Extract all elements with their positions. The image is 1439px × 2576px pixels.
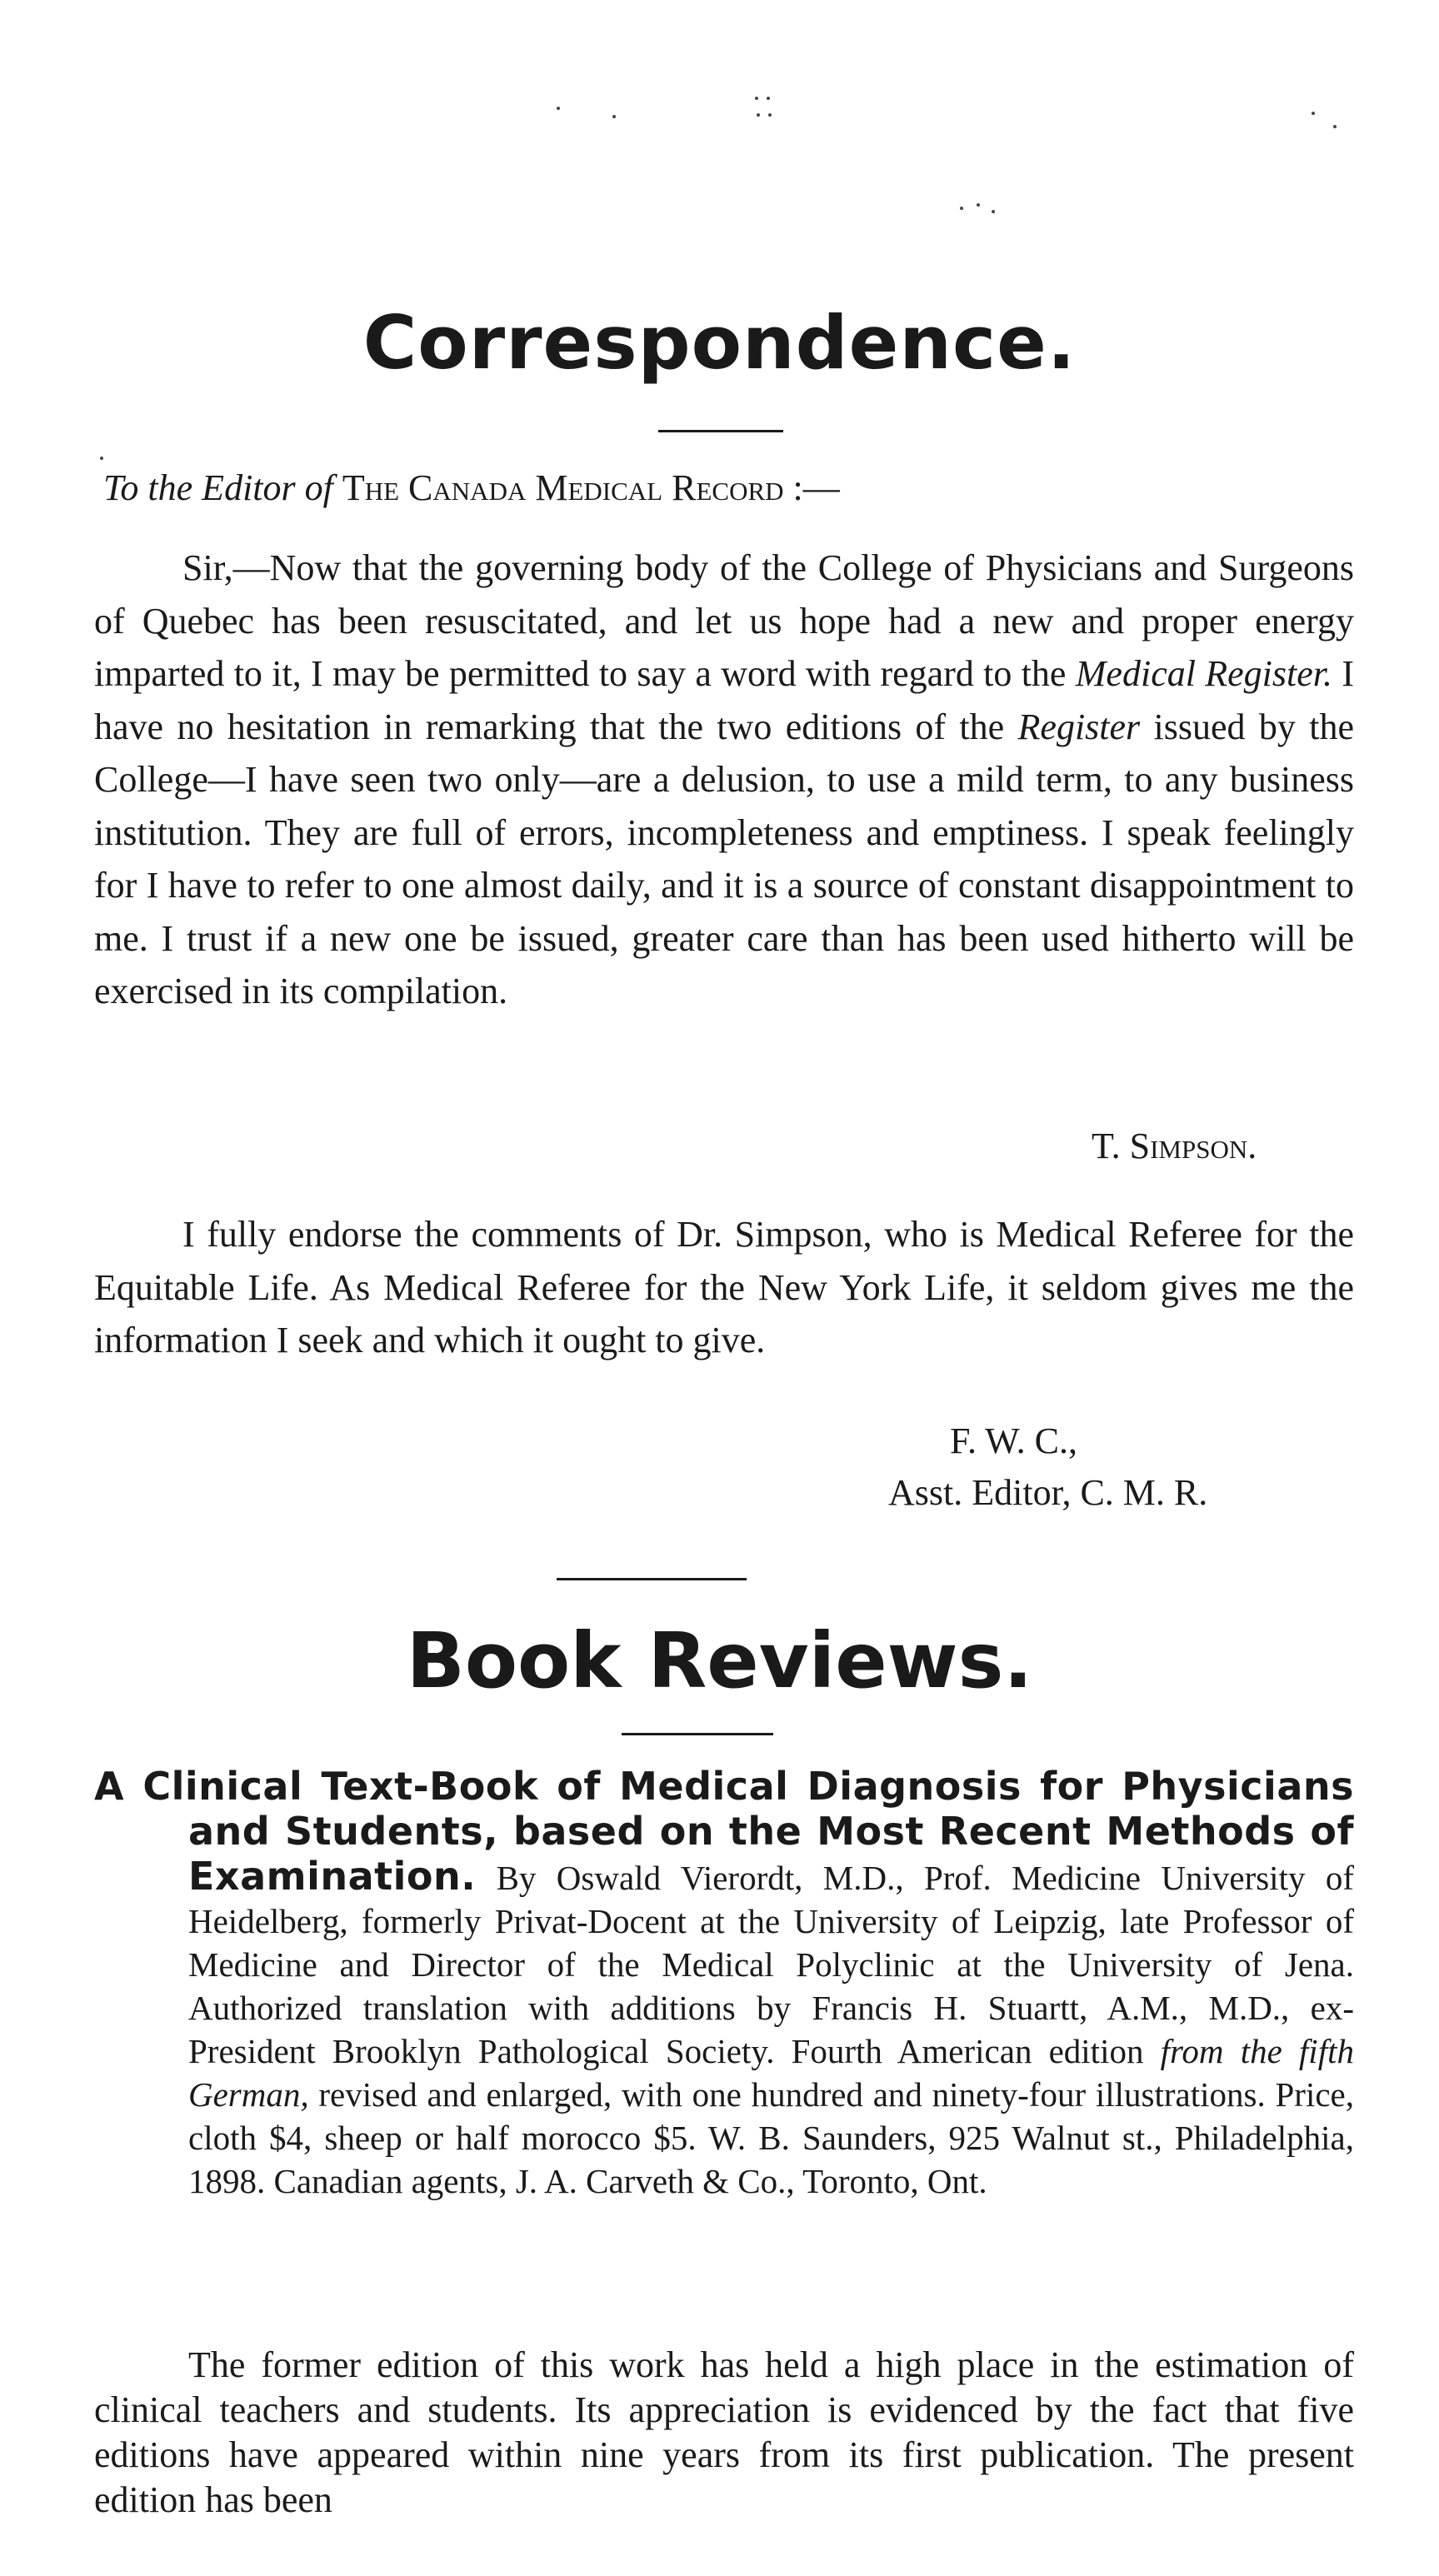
speck [757, 113, 760, 117]
book-reviews-heading: Book Reviews. [406, 1616, 1033, 1705]
speck [755, 97, 758, 100]
journal-name: The Canada Medical Record [342, 467, 784, 508]
heading-rule [658, 430, 783, 432]
review-title: A Clinical Text-Book of Medical Diagnosis for Physicians and Students, based on the Most Recent Methods of Examination. [94, 1764, 1354, 1899]
letter-text-register: Medical Register. [1075, 653, 1333, 694]
heading-rule [622, 1733, 773, 1735]
speck [960, 207, 963, 210]
endorsement-signature-title: Asst. Editor, C. M. R. [888, 1472, 1208, 1513]
letter-text-3: issued by the College—I have seen two only—are a delusion, to use a mild term, to any business institution. They are full of errors, incompleteness and emptiness. I speak feelingly for I have to refer to one almost daily, and it is a source of constant disappointment to me. I trust if a new one be issued, greater care than has been used hitherto will be exercised in its compilation. [94, 706, 1355, 1011]
salutation [103, 467, 840, 509]
speck [100, 457, 103, 460]
endorsement-text: I fully endorse the comments of Dr. Simpson, who is Medical Referee for the Equitable Life. As Medical Referee for the New York Life, it seldom gives me the information I seek and which it ought to give. [94, 1214, 1354, 1360]
review-citation-end: revised and enlarged, with one hundred and ninety-four illustrations. Price, cloth $4, sheep or half morocco $5. W. B. Saunders, 925 Walnut st., Philadelphia, 1898. Canadian agents, J. A. Carveth & Co., Toronto, Ont. [188, 2075, 1354, 2200]
letter-text-2: I have no hesitation in remarking that the two editions of the [94, 653, 1354, 747]
section-divider [557, 1578, 747, 1580]
speck [767, 97, 770, 100]
endorsement-paragraph [94, 1208, 1354, 1367]
correspondence-heading: Correspondence. [362, 300, 1077, 386]
salutation-prefix: To the Editor of [103, 467, 333, 508]
salutation-suffix: :— [783, 467, 840, 508]
review-citation-text: By Oswald Vierordt, M.D., Prof. Medicine University of Heidelberg, formerly Privat-Docent at the University of Leipzig, late Professor of Medicine and Director of the Medical Polyclinic at the University of Jena. Authorized translation with additions by Francis H. Stuartt, A.M., M.D., ex-President Brooklyn Pathological Society. Fourth American edition [188, 1859, 1354, 2070]
review-citation-italic: from the fifth German, [188, 2032, 1354, 2114]
speck [768, 113, 772, 117]
letter-text-1: Sir,—Now that the governing body of the College of Physicians and Surgeons of Quebec has been resuscitated, and let us hope had a new and proper energy imparted to it, I may be permitted to say a word with regard to the [94, 547, 1354, 694]
review-body [94, 2343, 1354, 2523]
letter-text-register-2: Register [1017, 706, 1141, 747]
review-body-text: The former edition of this work has held a high place in the estimation of clinical teachers and students. Its appreciation is evidenced by the fact that five editions have appeared within nine years from its first publication. The present edition has been [94, 2344, 1354, 2520]
speck [557, 107, 560, 110]
speck [977, 203, 980, 207]
review-entry [94, 1765, 1354, 2203]
review-citation [94, 1765, 1354, 2203]
scan-specks [0, 0, 1439, 250]
letter-paragraph [94, 542, 1354, 1018]
speck [1312, 112, 1315, 115]
endorsement-signature: F. W. C., [950, 1420, 1077, 1461]
letter-signature: T. Simpson. [1092, 1126, 1257, 1166]
speck [612, 115, 616, 118]
speck [1333, 125, 1337, 128]
speck [992, 210, 995, 213]
